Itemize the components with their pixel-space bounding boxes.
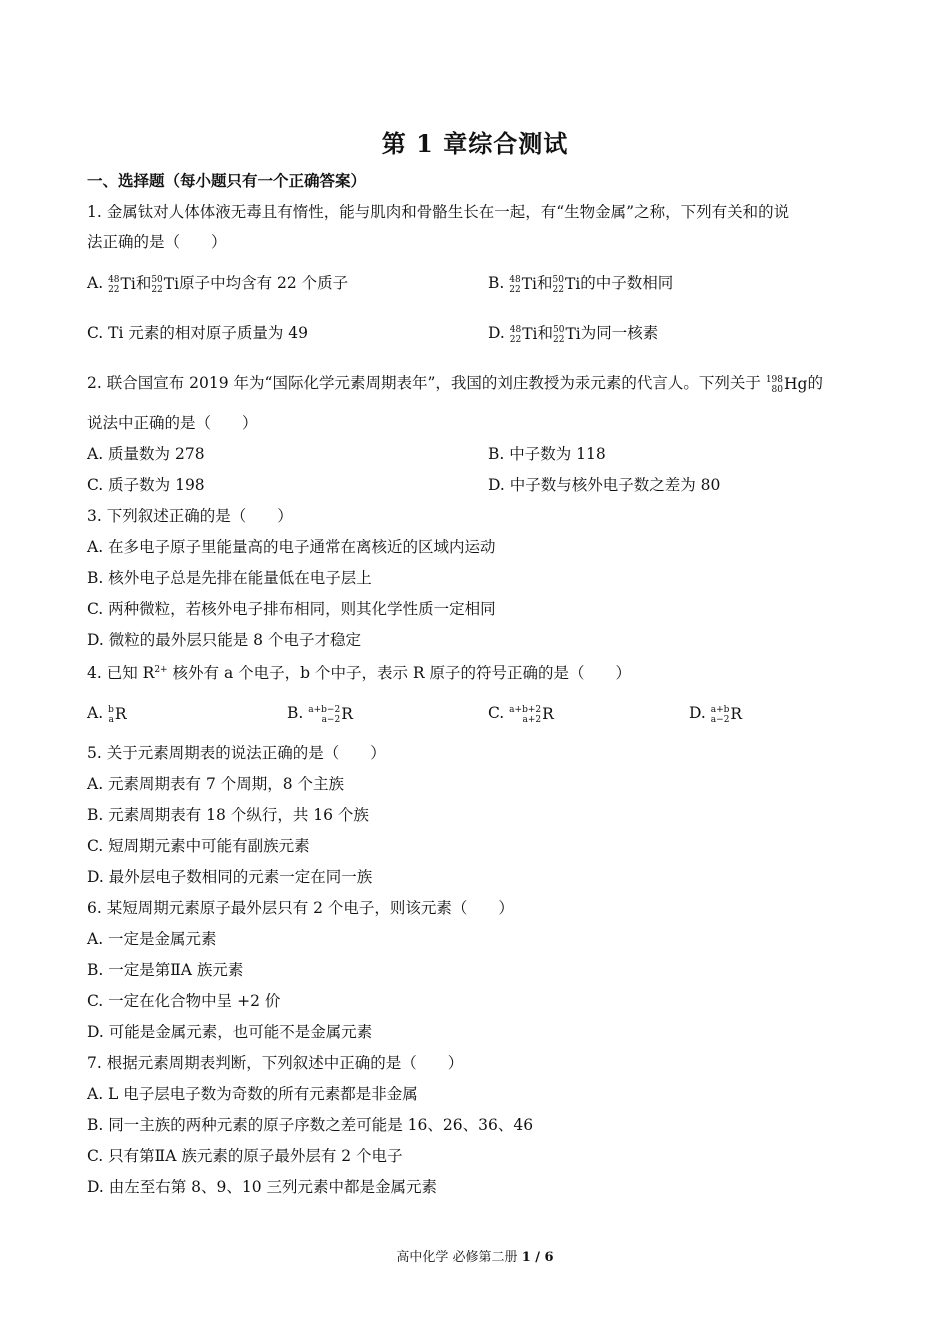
mass-number: 48 [509,275,521,285]
mass-number: 50 [553,325,565,335]
atomic-number: a−2 [321,715,341,725]
question-6-option-a: A. 一定是金属元素 [87,930,217,948]
nuclide-symbol [509,703,554,725]
atomic-number: 22 [108,285,120,295]
option-text: 和 [537,324,554,342]
mass-number: b [108,705,114,715]
nuclide-symbol [711,703,742,725]
option-text: 原子中均含有 22 个质子 [179,274,349,292]
nuclide-ti-50 [553,273,581,295]
stem-text: 4. 已知 R [87,664,155,682]
nuclide-ti-48 [509,273,537,295]
question-1-option-a [87,272,348,295]
option-letter: D. [689,704,706,722]
option-letter: B. [287,704,304,722]
element-symbol: Ti [120,275,136,293]
mass-number: a+b [710,705,730,715]
question-6-option-c: C. 一定在化合物中呈 +2 价 [87,992,281,1010]
question-2-option-a: A. 质量数为 278 [87,445,205,463]
option-text: 和 [537,274,553,292]
element-symbol: R [730,705,743,723]
question-4-stem [87,662,631,684]
question-3-option-a: A. 在多电子原子里能量高的电子通常在离核近的区域内运动 [87,538,496,556]
question-5-option-c: C. 短周期元素中可能有副族元素 [87,837,310,855]
option-text: 和 [135,274,152,292]
question-1-option-c: C. Ti 元素的相对原子质量为 49 [87,324,309,342]
question-4-option-d [689,702,742,725]
question-2-option-b: B. 中子数为 118 [488,445,606,463]
element-symbol: Ti [163,275,180,293]
question-1-stem-line-2: 法正确的是（ ） [87,233,227,251]
nuclide-ti-48 [108,273,136,295]
question-2-stem-line-2: 说法中正确的是（ ） [87,414,258,432]
question-3-option-d: D. 微粒的最外层只能是 8 个电子才稳定 [87,631,361,649]
question-4-option-b [287,702,353,725]
mass-number: 198 [765,375,783,385]
mass-number: 48 [108,275,120,285]
option-letter: A. [87,704,104,722]
question-1-option-d [488,322,658,345]
nuclide-symbol [108,703,126,725]
mass-number: a+b+2 [509,705,542,715]
question-5-option-a: A. 元素周期表有 7 个周期，8 个主族 [87,775,345,793]
question-7-stem: 7. 根据元素周期表判断，下列叙述中正确的是（ ） [87,1054,464,1072]
question-6-option-b: B. 一定是第ⅡA 族元素 [87,961,244,979]
question-7-option-d: D. 由左至右第 8、9、10 三列元素中都是金属元素 [87,1178,438,1196]
mass-number: 48 [509,325,522,335]
option-letter: B. [488,274,505,292]
atomic-number: 22 [151,285,163,295]
page-footer [0,1246,950,1265]
question-3-option-b: B. 核外电子总是先排在能量低在电子层上 [87,569,372,587]
atomic-number: 80 [771,385,783,395]
option-text: 的中子数相同 [580,274,674,292]
ion-charge: 2+ [154,664,168,675]
question-3-option-c: C. 两种微粒，若核外电子排布相同，则其化学性质一定相同 [87,600,496,618]
mass-number: 50 [151,275,163,285]
option-letter: D. [488,324,505,342]
element-symbol: Ti [522,325,538,343]
atomic-number: 22 [552,285,564,295]
question-4-option-c [488,702,554,725]
atomic-number: a−2 [710,715,730,725]
atomic-number: 22 [553,335,565,345]
question-2-stem-line-1 [87,372,823,395]
atomic-number: a+2 [522,715,542,725]
element-symbol: R [341,705,353,723]
atomic-number: a [108,715,114,725]
element-symbol: Hg [784,375,808,393]
question-3-stem: 3. 下列叙述正确的是（ ） [87,507,293,525]
nuclide-hg-198 [766,373,808,395]
question-5-option-d: D. 最外层电子数相同的元素一定在同一族 [87,868,373,886]
element-symbol: R [114,705,127,723]
footer-book-title: 高中化学 必修第二册 [396,1250,518,1265]
question-7-option-c: C. 只有第ⅡA 族元素的原子最外层有 2 个电子 [87,1147,403,1165]
question-1-option-b [488,272,673,295]
question-1-stem-line-1: 1. 金属钛对人体体液无毒且有惰性，能与肌肉和骨骼生长在一起，有“生物金属”之称，下列有关和的说 [87,203,790,221]
page-number: 1 / 6 [521,1250,554,1265]
atomic-number: 22 [509,335,522,345]
question-6-stem: 6. 某短周期元素原子最外层只有 2 个电子，则该元素（ ） [87,899,514,917]
nuclide-ti-50 [151,273,179,295]
element-symbol: Ti [521,275,538,293]
mass-number: a+b−2 [308,705,341,715]
page-title: 第 1 章综合测试 [381,129,569,158]
stem-text: 的 [807,374,823,392]
atomic-number: 22 [509,285,521,295]
nuclide-ti-48 [510,323,538,345]
element-symbol: Ti [564,275,581,293]
mass-number: 50 [552,275,564,285]
option-text: 为同一核素 [580,324,659,342]
nuclide-ti-50 [553,323,581,345]
question-2-option-c: C. 质子数为 198 [87,476,205,494]
stem-text: 2. 联合国宣布 2019 年为“国际化学元素周期表年”，我国的刘庄教授为汞元素的代言人。下列关于 [87,374,761,392]
question-7-option-b: B. 同一主族的两种元素的原子序数之差可能是 16、26、36、46 [87,1116,534,1134]
option-letter: C. [488,704,505,722]
question-5-stem: 5. 关于元素周期表的说法正确的是（ ） [87,744,386,762]
question-4-option-a [87,702,127,725]
question-6-option-d: D. 可能是金属元素，也可能不是金属元素 [87,1023,373,1041]
option-letter: A. [87,274,104,292]
section-heading: 一、选择题（每小题只有一个正确答案） [87,171,367,190]
nuclide-symbol [308,703,353,725]
element-symbol: R [542,705,554,723]
element-symbol: Ti [565,325,581,343]
stem-text: 核外有 a 个电子，b 个中子，表示 R 原子的符号正确的是（ ） [172,664,632,682]
question-5-option-b: B. 元素周期表有 18 个纵行，共 16 个族 [87,806,369,824]
question-7-option-a: A. L 电子层电子数为奇数的所有元素都是非金属 [87,1085,418,1103]
question-2-option-d: D. 中子数与核外电子数之差为 80 [488,476,721,494]
